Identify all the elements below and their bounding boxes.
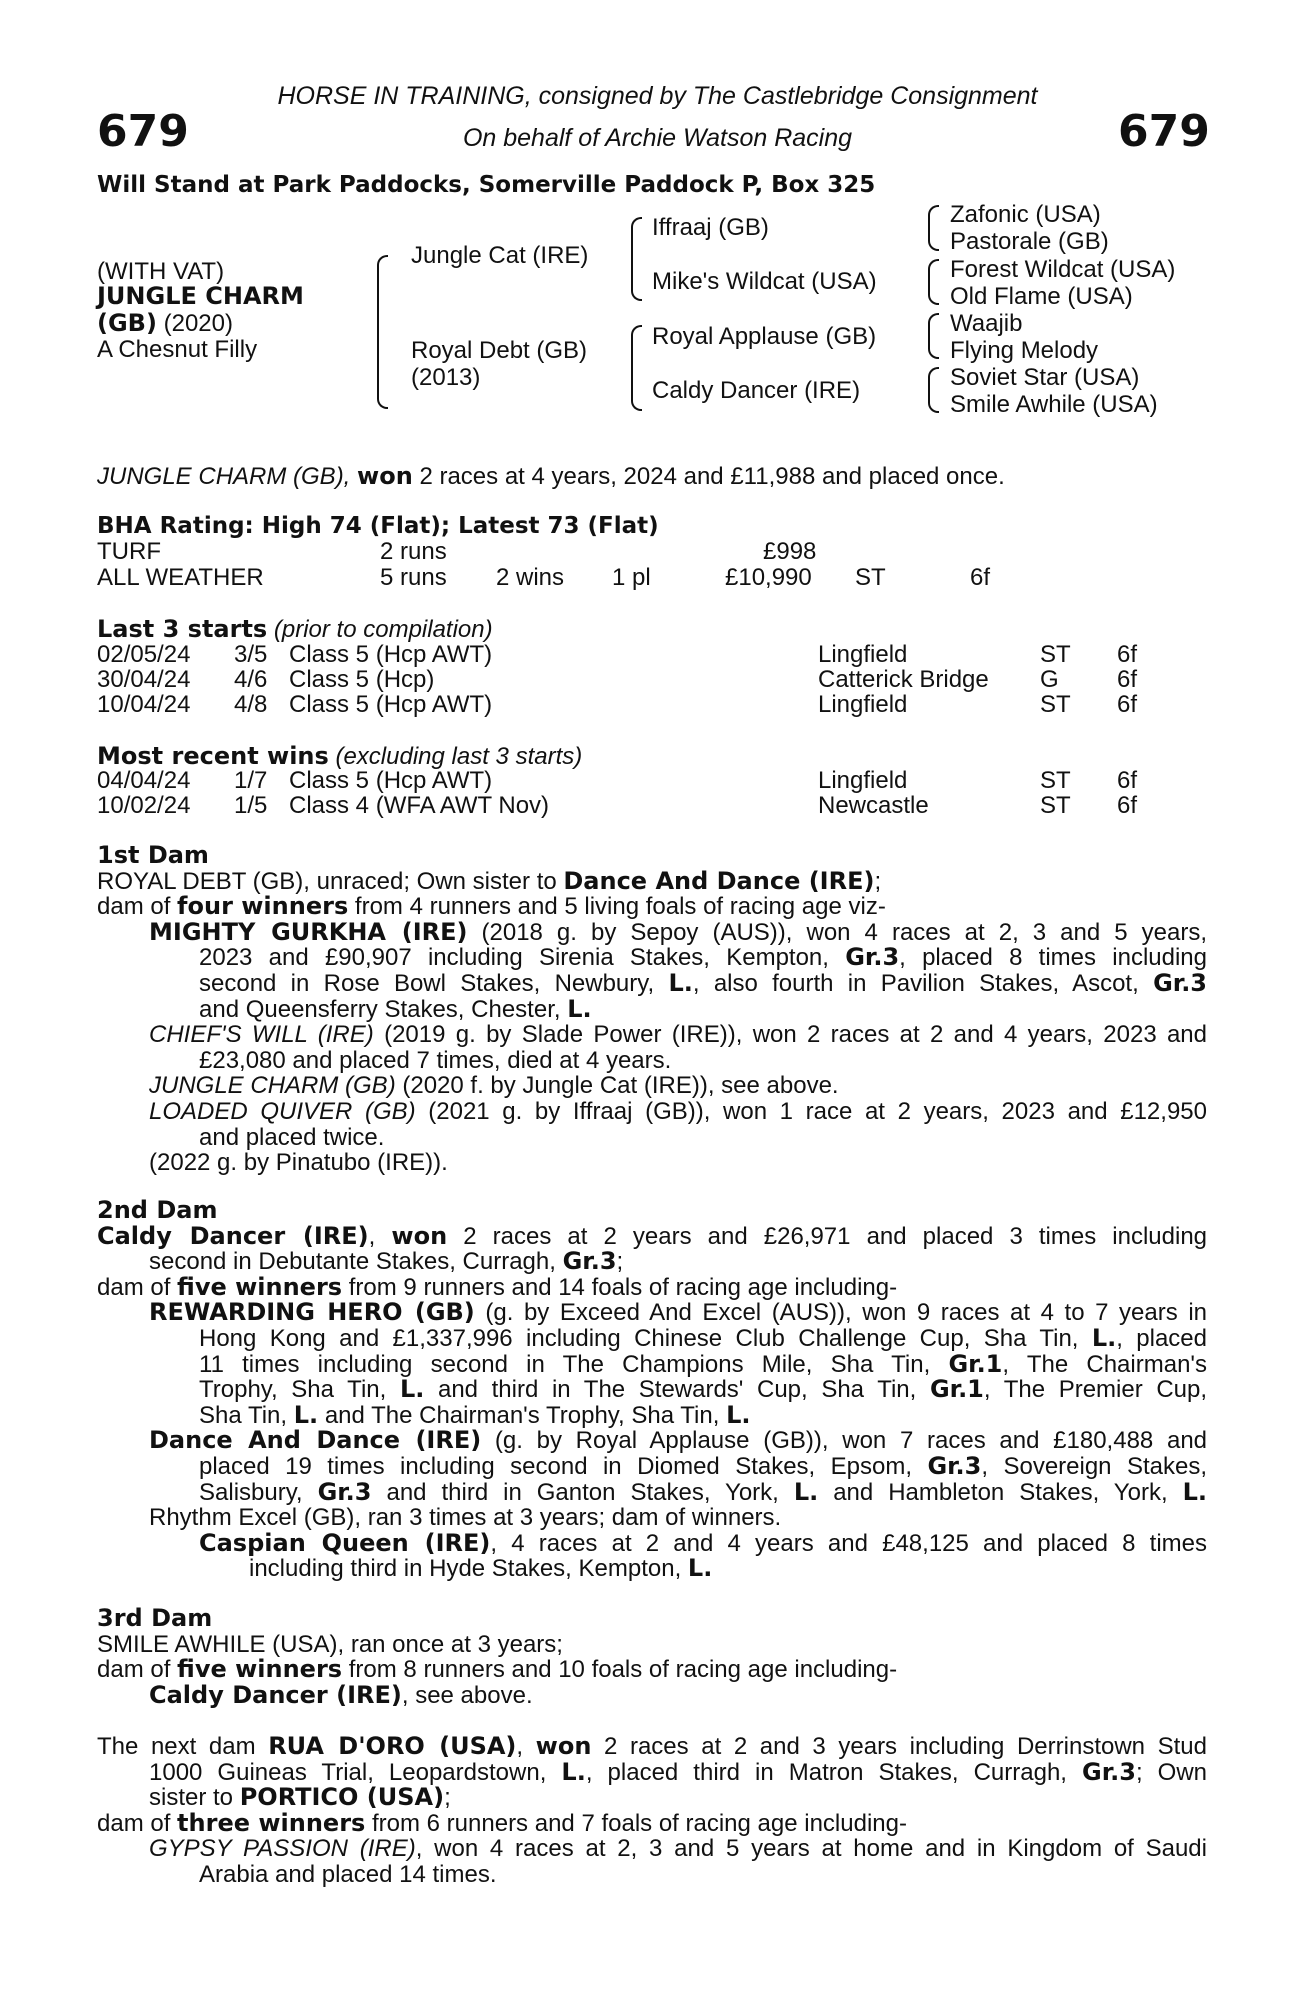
horse-country: (GB): [97, 309, 157, 337]
offspring-dance-and-dance: Dance And Dance (IRE) (g. by Royal Applause (GB)), won 7 races and £180,488 and placed 19 times including second in Diomed Stakes, Epsom, Gr.3, Sovereign Stakes, Salisbury, Gr.3 and third in Ganton Stakes, York, L. and Hambleton Stakes, York, L.: [149, 1426, 1208, 1506]
pedigree-brace-sire: [631, 217, 642, 301]
first-dam-section: [97, 843, 1207, 1176]
last3-row-going: ST: [1040, 691, 1071, 718]
last3-row-race: Class 5 (Hcp): [289, 666, 435, 693]
wins-row-going: ST: [1040, 767, 1071, 794]
pedigree-brace-dam: [631, 325, 642, 411]
offspring-chiefs-will: CHIEF'S WILL (IRE) (2019 g. by Slade Power (IRE)), won 2 races at 2 and 4 years, 2023 and £23,080 and placed 7 times, died at 4 years.: [149, 1021, 1208, 1074]
aw-wins: 2 wins: [496, 564, 565, 591]
last3-row-pos: 4/6: [234, 666, 268, 693]
last3-heading: [97, 615, 493, 644]
second-dam-section: [97, 1198, 1207, 1582]
second-dam-line2: second in Debutante Stakes, Curragh, Gr.3;: [149, 1247, 624, 1276]
lot-number-right: 679: [1118, 106, 1210, 157]
vat-label: (WITH VAT): [97, 258, 225, 285]
offspring-rewarding-hero: REWARDING HERO (GB) (g. by Exceed And Excel (AUS)), won 9 races at 4 to 7 years in Hong Kong and £1,337,996 including Chinese Club Challenge Cup, Sha Tin, L., placed 11 times including second in The Champions Mile, Sha Tin, Gr.1, The Chairman's Trophy, Sha Tin, L. and third in The Stewards' Cup, Sha Tin, Gr.1, The Premier Cup, Sha Tin, L. and The Chairman's Trophy, Sha Tin, L.: [149, 1298, 1208, 1429]
behalf-line: On behalf of Archie Watson Racing: [462, 124, 853, 152]
pedigree-g8: Smile Awhile (USA): [950, 391, 1158, 418]
offspring-caldy-dancer: Caldy Dancer (IRE), see above.: [149, 1680, 533, 1709]
wins-row-dist: 6f: [1117, 767, 1138, 794]
last3-row-race: Class 5 (Hcp AWT): [289, 641, 493, 668]
next-dam-line1: The next dam RUA D'ORO (USA), won 2 races at 2 and 3 years including Derrinstown Stud: [97, 1732, 1207, 1760]
last3-row-race: Class 5 (Hcp AWT): [289, 691, 493, 718]
wins-row-pos: 1/7: [234, 767, 268, 794]
first-dam-line1: ROYAL DEBT (GB), unraced; Own sister to Dance And Dance (IRE);: [97, 866, 882, 895]
last3-row-date: 02/05/24: [97, 641, 191, 668]
pedigree-brace-g4: [928, 367, 939, 413]
second-dam-line3: dam of five winners from 9 runners and 14 foals of racing age including-: [97, 1272, 898, 1301]
pedigree-sire: Jungle Cat (IRE): [411, 242, 589, 269]
wins-row-date: 10/02/24: [97, 792, 191, 819]
third-dam-heading: 3rd Dam: [97, 1604, 213, 1632]
last3-row-dist: 6f: [1117, 641, 1138, 668]
offspring-mighty-gurkha: MIGHTY GURKHA (IRE) (2018 g. by Sepoy (AUS)), won 4 races at 2, 3 and 5 years, 2023 and £90,907 including Sirenia Stakes, Kempton, Gr.3, placed 8 times including second in Rose Bowl Stakes, Newbury, L., also fourth in Pavilion Stakes, Ascot, Gr.3 and Queensferry Stakes, Chester, L.: [149, 917, 1208, 1023]
next-dam-line3: sister to PORTICO (USA);: [149, 1783, 451, 1812]
aw-going: ST: [855, 564, 886, 591]
wins-row-date: 04/04/24: [97, 767, 191, 794]
offspring-2022-colt: (2022 g. by Pinatubo (IRE)).: [149, 1149, 448, 1177]
summary-won: won: [357, 462, 413, 490]
aw-placed: 1 pl: [612, 564, 651, 591]
pedigree-dam: Royal Debt (GB): [411, 337, 588, 364]
first-dam-heading: 1st Dam: [97, 841, 209, 869]
last3-row-going: G: [1040, 666, 1059, 693]
pedigree-g3: Forest Wildcat (USA): [950, 256, 1176, 283]
horse-year: (2020): [163, 310, 233, 337]
last3-row-date: 30/04/24: [97, 666, 191, 693]
last3-row-pos: 4/8: [234, 691, 268, 718]
pedigree-brace-g1: [928, 205, 939, 251]
pedigree-g4: Old Flame (USA): [950, 283, 1133, 310]
offspring-rhythm-excel: Rhythm Excel (GB), ran 3 times at 3 years; dam of winners.: [149, 1504, 782, 1532]
pedigree-brace-g3: [928, 313, 939, 359]
pedigree-brace-g2: [928, 259, 939, 305]
turf-runs: 2 runs: [380, 538, 447, 565]
pedigree-dam-dam: Caldy Dancer (IRE): [652, 377, 861, 404]
wins-row-course: Lingfield: [818, 767, 908, 794]
grand-offspring-caspian-queen: Caspian Queen (IRE), 4 races at 2 and 4 years and £48,125 and placed 8 times including third in Hyde Stakes, Kempton, L.: [199, 1528, 1207, 1583]
first-dam-line2: dam of four winners from 4 runners and 5 living foals of racing age viz-: [97, 892, 886, 921]
offspring-jungle-charm: JUNGLE CHARM (GB) (2020 f. by Jungle Cat (IRE)), see above.: [149, 1072, 839, 1100]
pedigree-g1: Zafonic (USA): [950, 201, 1101, 228]
pedigree-brace-main: [377, 255, 388, 409]
next-dam-line2: 1000 Guineas Trial, Leopardstown, L., placed third in Matron Stakes, Curragh, Gr.3; Own: [149, 1757, 1207, 1786]
last3-row-date: 10/04/24: [97, 691, 191, 718]
aw-distance: 6f: [970, 564, 991, 591]
wins-row-going: ST: [1040, 792, 1071, 819]
summary-rest: 2 races at 4 years, 2024 and £11,988 and placed once.: [419, 463, 1005, 490]
horse-description: A Chesnut Filly: [97, 336, 258, 363]
third-dam-line2: dam of five winners from 8 runners and 10 foals of racing age including-: [97, 1655, 898, 1684]
last3-row-course: Catterick Bridge: [818, 666, 989, 693]
aw-label: ALL WEATHER: [97, 564, 264, 591]
turf-prize: £998: [763, 538, 817, 565]
next-dam-line4: dam of three winners from 6 runners and 7 foals of racing age including-: [97, 1808, 907, 1837]
last3-row-course: Lingfield: [818, 691, 908, 718]
horse-name: JUNGLE CHARM: [97, 282, 304, 310]
offspring-loaded-quiver: LOADED QUIVER (GB) (2021 g. by Iffraaj (GB)), won 1 race at 2 years, 2023 and £12,950 and placed twice.: [149, 1097, 1207, 1151]
aw-prize: £10,990: [725, 564, 812, 591]
race-summary: [97, 462, 1005, 491]
second-dam-line1: Caldy Dancer (IRE), won 2 races at 2 years and £26,971 and placed 3 times including: [97, 1221, 1208, 1250]
wins-row-course: Newcastle: [818, 792, 929, 819]
wins-note: (excluding last 3 starts): [335, 743, 583, 770]
pedigree-dam-year: (2013): [411, 364, 481, 391]
aw-runs: 5 runs: [380, 564, 447, 591]
pedigree-g5: Waajib: [950, 310, 1023, 337]
second-dam-heading: 2nd Dam: [97, 1196, 218, 1224]
last3-row-pos: 3/5: [234, 641, 268, 668]
pedigree-g7: Soviet Star (USA): [950, 364, 1140, 391]
next-dam-section: [97, 1734, 1207, 1888]
horse-country-year: [97, 309, 233, 338]
third-dam-line1: SMILE AWHILE (USA), ran once at 3 years;: [97, 1630, 563, 1658]
wins-title: Most recent wins: [97, 742, 329, 770]
stand-line: Will Stand at Park Paddocks, Somerville Paddock P, Box 325: [97, 172, 876, 198]
pedigree-dam-sire: Royal Applause (GB): [652, 323, 877, 350]
wins-row-race: Class 4 (WFA AWT Nov): [289, 792, 550, 819]
wins-row-pos: 1/5: [234, 792, 268, 819]
pedigree-sire-dam: Mike's Wildcat (USA): [652, 268, 877, 295]
third-dam-section: [97, 1606, 1207, 1708]
last3-row-dist: 6f: [1117, 666, 1138, 693]
last3-row-going: ST: [1040, 641, 1071, 668]
pedigree-sire-sire: Iffraaj (GB): [652, 214, 769, 241]
summary-horse-name: JUNGLE CHARM (GB),: [97, 463, 351, 490]
wins-row-race: Class 5 (Hcp AWT): [289, 767, 493, 794]
last3-row-dist: 6f: [1117, 691, 1138, 718]
offspring-gypsy-passion: GYPSY PASSION (IRE), won 4 races at 2, 3 and 5 years at home and in Kingdom of Saudi Arabia and placed 14 times.: [149, 1835, 1207, 1888]
pedigree-g2: Pastorale (GB): [950, 228, 1109, 255]
wins-row-dist: 6f: [1117, 792, 1138, 819]
rating-heading: BHA Rating: High 74 (Flat); Latest 73 (Flat): [97, 513, 659, 539]
pedigree-g6: Flying Melody: [950, 337, 1099, 364]
consignment-line: HORSE IN TRAINING, consigned by The Castlebridge Consignment: [277, 82, 1038, 110]
last3-row-course: Lingfield: [818, 641, 908, 668]
last3-note: (prior to compilation): [273, 616, 493, 643]
lot-number-left: 679: [97, 106, 189, 157]
last3-title: Last 3 starts: [97, 615, 268, 643]
turf-label: TURF: [97, 538, 161, 565]
